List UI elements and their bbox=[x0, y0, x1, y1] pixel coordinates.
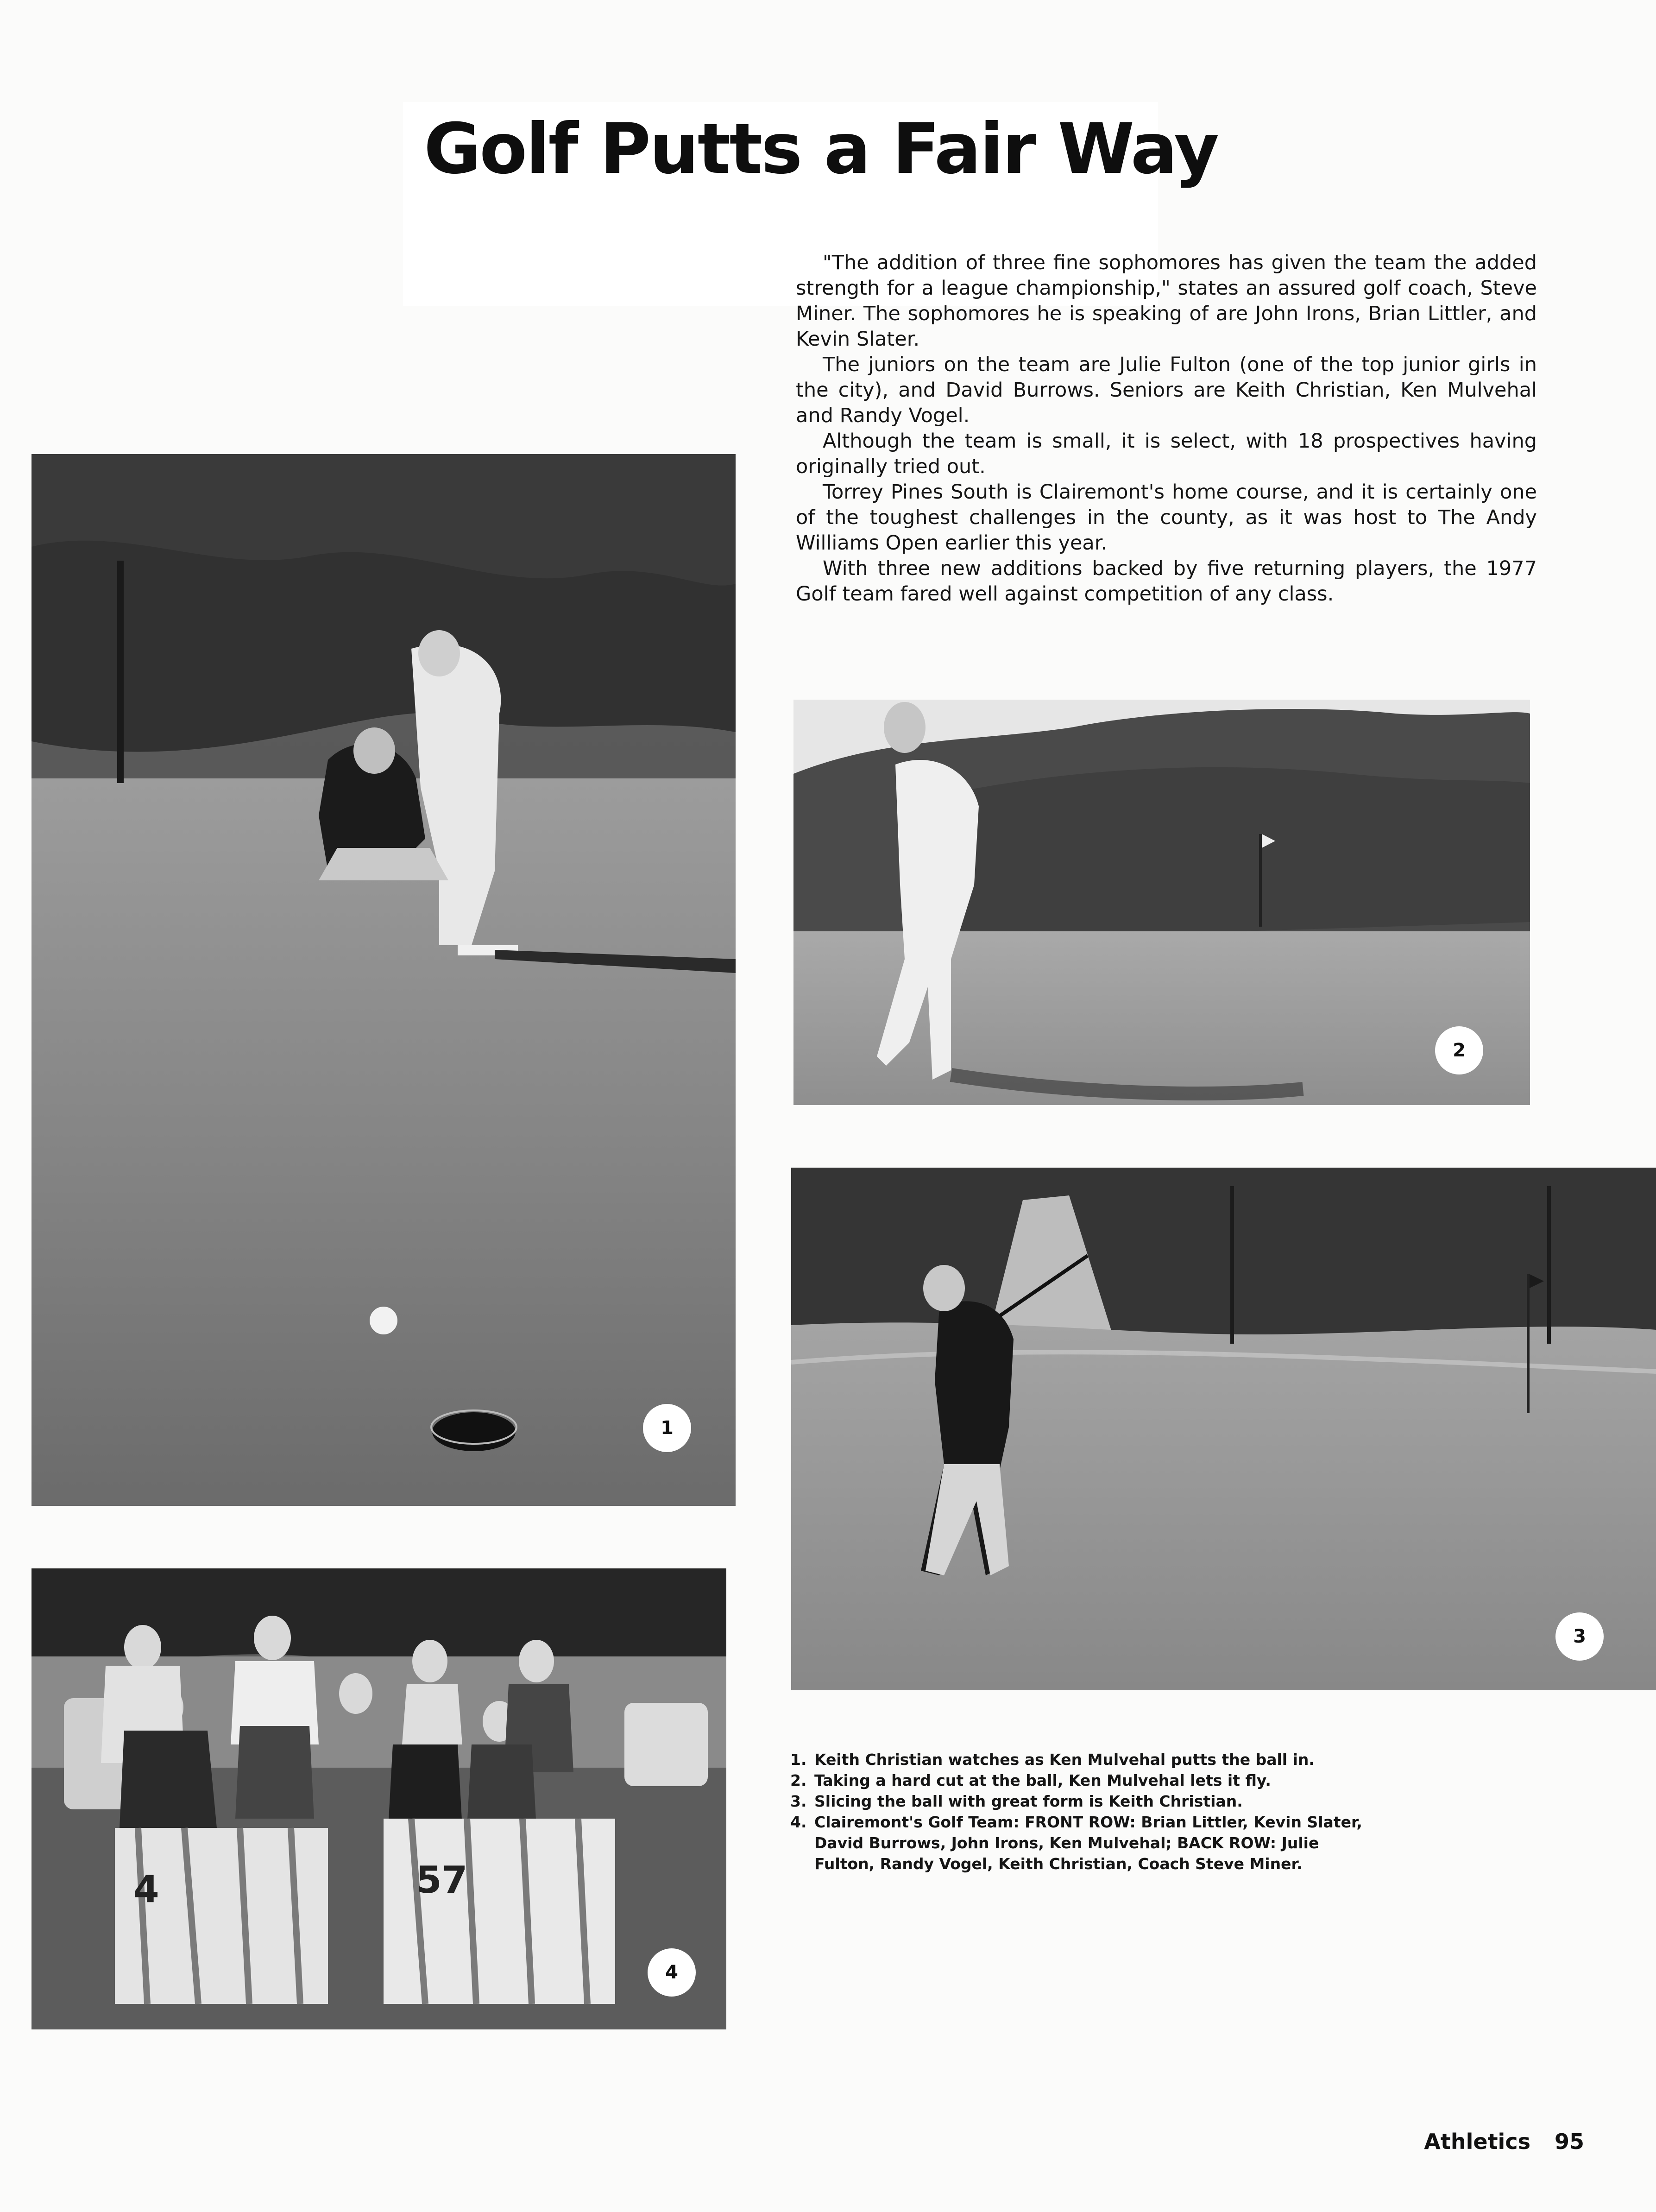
caption-number: 1. bbox=[790, 1751, 807, 1769]
caption-text: Clairemont's Golf Team: FRONT ROW: Brian Littler, Kevin Slater, David Burrows, John Irons, Ken Mulvehal; BACK ROW: Julie Fulton, Randy Vogel, Keith Christian, Coach Steve Miner. bbox=[814, 1813, 1362, 1873]
caption-item bbox=[790, 1791, 1369, 1812]
article-paragraph: Although the team is small, it is select, with 18 prospectives having originally tried out. bbox=[796, 430, 1537, 478]
caption-number: 2. bbox=[790, 1771, 807, 1789]
article-paragraph: Torrey Pines South is Clairemont's home course, and it is certainly one of the toughest challenges in the county, as it was host to The Andy Williams Open earlier this year. bbox=[796, 480, 1537, 555]
photo-number-badge: 1 bbox=[643, 1404, 691, 1452]
page-number: 95 bbox=[1554, 2129, 1584, 2154]
photo-golf-team bbox=[31, 1568, 726, 2029]
caption-text: Taking a hard cut at the ball, Ken Mulvehal lets it fly. bbox=[814, 1771, 1271, 1789]
section-name: Athletics bbox=[1424, 2129, 1530, 2154]
caption-item bbox=[790, 1812, 1369, 1874]
caption-item bbox=[790, 1749, 1369, 1770]
page-title: Golf Putts a Fair Way bbox=[424, 109, 1218, 190]
svg-text:4: 4 bbox=[133, 1868, 159, 1911]
caption-number: 4. bbox=[790, 1813, 807, 1831]
photo-number-badge: 2 bbox=[1435, 1026, 1483, 1074]
caption-item bbox=[790, 1770, 1369, 1791]
caption-text: Keith Christian watches as Ken Mulvehal putts the ball in. bbox=[814, 1751, 1315, 1769]
photo-putting-green-image bbox=[31, 454, 736, 1506]
caption-number: 3. bbox=[790, 1792, 807, 1810]
photo-golfer-swing bbox=[793, 700, 1530, 1105]
photo-putting-green bbox=[31, 454, 736, 1506]
caption-text: Slicing the ball with great form is Keith Christian. bbox=[814, 1792, 1243, 1810]
photo-golf-team-image bbox=[31, 1568, 726, 2029]
photo-number-badge: 3 bbox=[1555, 1612, 1604, 1661]
photo-golfer-slice bbox=[791, 1168, 1656, 1690]
photo-captions bbox=[790, 1749, 1369, 1874]
article-body bbox=[796, 250, 1537, 607]
photo-golfer-swing-image bbox=[793, 700, 1530, 1105]
photo-golfer-slice-image bbox=[791, 1168, 1656, 1690]
article-paragraph: With three new additions backed by five returning players, the 1977 Golf team fared well against competition of any class. bbox=[796, 557, 1537, 606]
article-paragraph: The juniors on the team are Julie Fulton (one of the top junior girls in the city), and David Burrows. Seniors are Keith Christian, Ken Mulvehal and Randy Vogel. bbox=[796, 353, 1537, 427]
photo-number-badge: 4 bbox=[648, 1948, 696, 1997]
page-footer bbox=[1424, 2129, 1584, 2154]
svg-text:57: 57 bbox=[416, 1858, 468, 1902]
article-paragraph: "The addition of three fine sophomores has given the team the added strength for a league championship," states an assured golf coach, Steve Miner. The sophomores he is speaking of are John Irons, Brian Littler, and Kevin Slater. bbox=[796, 251, 1537, 351]
